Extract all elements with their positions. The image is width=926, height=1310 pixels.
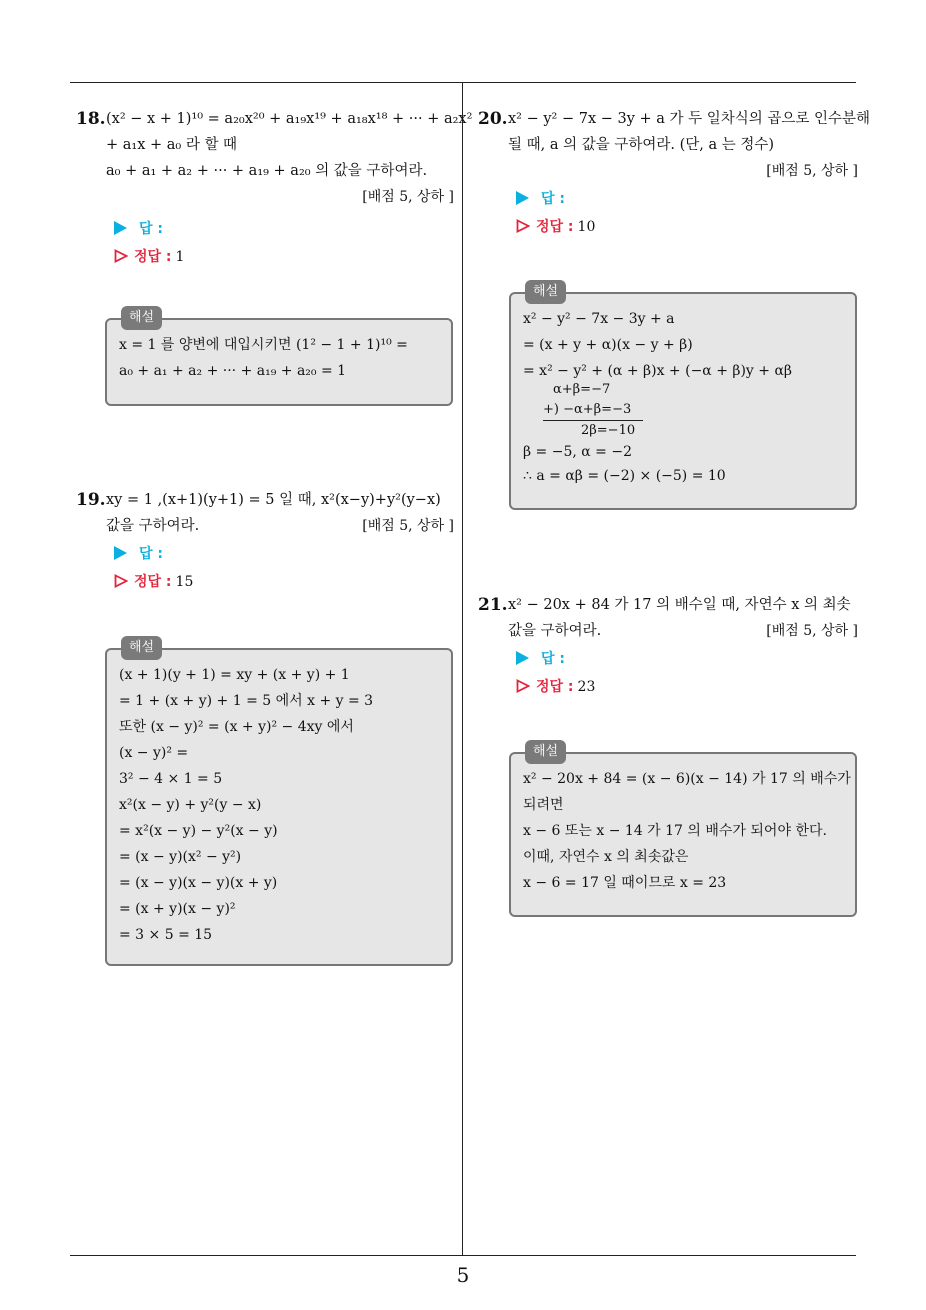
solution-line: (x + 1)(y + 1) = xy + (x + y) + 1 [119,667,350,683]
solution-line: = 3 × 5 = 15 [119,927,213,943]
problem-line: x² − y² − 7x − 3y + a 가 두 일차식의 곱으로 인수분해 [508,111,871,127]
solution-line: = (x − y)(x − y)(x + y) [119,875,278,891]
problem-18 [76,106,473,270]
correct-answer-label: 정답 : [134,249,172,265]
solution-line: = (x + y)(x − y)² [119,901,236,917]
answer-label: 답 : [139,546,163,562]
correct-answer-value: 1 [175,249,185,265]
solution-box-20 [509,284,857,510]
problem-text [508,592,858,644]
correct-answer-row [114,569,454,595]
problem-line-with-points [106,513,454,539]
answer-row [114,541,454,567]
answer-label: 답 : [541,651,565,667]
answer-label: 답 : [139,221,163,237]
problem-line: (x² − x + 1)¹⁰ = a₂₀x²⁰ + a₁₉x¹⁹ + a₁₈x¹⁸ + ··· + a₂x² [106,111,473,127]
correct-answer-value: 10 [577,219,596,235]
correct-answer-value: 23 [577,679,596,695]
problem-line: 값을 구하여라. [106,518,200,534]
solution-line: x²(x − y) + y²(y − x) [119,797,262,813]
solution-line: x − 6 = 17 일 때이므로 x = 23 [523,875,727,891]
solution-line: 되려면 [523,797,564,813]
problem-line: + a₁x + a₀ 라 할 때 [106,137,238,153]
problem-line: 값을 구하여라. [508,623,602,639]
answer-row [516,186,858,212]
problem-number: 20. [478,109,508,129]
problem-line: a₀ + a₁ + a₂ + ··· + a₁₉ + a₂₀ 의 값을 구하여라. [106,163,428,179]
solution-line: x² − 20x + 84 = (x − 6)(x − 14) 가 17 의 배수가 [523,771,851,787]
solution-tag: 해설 [121,306,162,330]
correct-answer-label: 정답 : [536,679,574,695]
problem-21 [478,592,858,700]
problem-text [508,106,871,184]
outline-triangle-icon [114,574,128,588]
solution-line: = x²(x − y) − y²(x − y) [119,823,278,839]
correct-answer-label: 정답 : [536,219,574,235]
solution-line: x − 6 또는 x − 14 가 17 의 배수가 되어야 한다. [523,823,827,839]
outline-triangle-icon [516,219,530,233]
correct-answer-row [516,674,858,700]
solution-box-18 [105,310,453,406]
problem-text [106,106,473,210]
top-rule [70,82,856,83]
solution-box-21 [509,744,857,917]
answer-label: 답 : [541,191,565,207]
points-label: [배점 5, 상하 ] [362,518,454,534]
solution-line: = (x − y)(x² − y²) [119,849,242,865]
answer-row [114,216,454,242]
play-triangle-icon [114,221,127,235]
correct-answer-row [516,214,858,240]
solution-line: x² − y² − 7x − 3y + a [523,311,675,327]
problem-19 [76,487,454,595]
play-triangle-icon [516,191,529,205]
solution-line: a₀ + a₁ + a₂ + ··· + a₁₉ + a₂₀ = 1 [119,363,347,379]
correct-answer-value: 15 [175,574,194,590]
solution-box-19 [105,640,453,966]
solution-line: x = 1 를 양변에 대입시키면 (1² − 1 + 1)¹⁰ = [119,337,408,353]
problem-number: 21. [478,595,508,615]
problem-number: 19. [76,490,106,510]
column-divider [462,82,463,1255]
problem-line: x² − 20x + 84 가 17 의 배수일 때, 자연수 x 의 최솟 [508,597,851,613]
solution-tag: 해설 [525,740,566,764]
problem-line: xy = 1 ,(x+1)(y+1) = 5 일 때, x²(x−y)+y²(y−x) [106,492,441,508]
solution-line: = 1 + (x + y) + 1 = 5 에서 x + y = 3 [119,693,374,709]
points-label: [배점 5, 상하 ] [766,623,858,639]
outline-triangle-icon [516,679,530,693]
calc-line: 2β=−10 [581,423,636,438]
page-number: 5 [456,1263,470,1287]
problem-20 [478,106,871,240]
answer-row [516,646,858,672]
solution-line: = (x + y + α)(x − y + β) [523,337,693,353]
bottom-rule [70,1255,856,1256]
calc-line: +) −α+β=−3 [543,400,643,421]
correct-answer-row [114,244,454,270]
calc-line: α+β=−7 [553,382,611,397]
solution-line: 또한 (x − y)² = (x + y)² − 4xy 에서 [119,719,354,735]
problem-line: 될 때, a 의 값을 구하여라. (단, a 는 정수) [508,137,775,153]
solution-line: (x − y)² = [119,745,189,761]
solution-line: β = −5, α = −2 [523,444,632,460]
solution-tag: 해설 [121,636,162,660]
outline-triangle-icon [114,249,128,263]
problem-number: 18. [76,109,106,129]
play-triangle-icon [114,546,127,560]
problem-line-with-points [508,618,858,644]
play-triangle-icon [516,651,529,665]
solution-line: = x² − y² + (α + β)x + (−α + β)y + αβ [523,363,793,379]
solution-tag: 해설 [525,280,566,304]
problem-text [106,487,454,539]
correct-answer-label: 정답 : [134,574,172,590]
solution-line: 3² − 4 × 1 = 5 [119,771,223,787]
solution-line: 이때, 자연수 x 의 최솟값은 [523,849,689,865]
calc-block [543,380,841,441]
points-label: [배점 5, 상하 ] [766,163,858,179]
solution-line: ∴ a = αβ = (−2) × (−5) = 10 [523,468,726,484]
points-label: [배점 5, 상하 ] [362,189,454,205]
